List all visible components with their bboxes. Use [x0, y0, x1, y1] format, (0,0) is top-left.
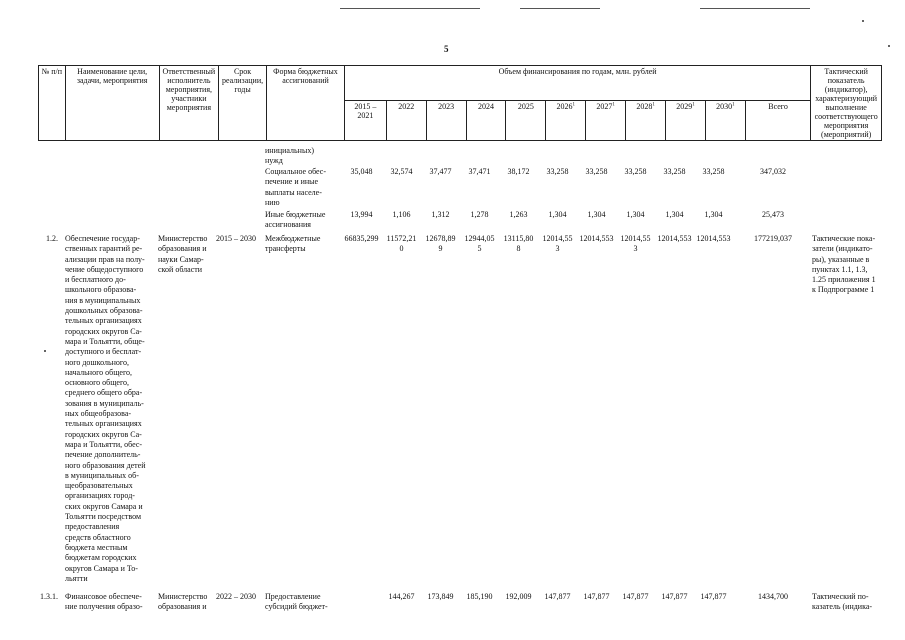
value-cell: 33,258	[624, 167, 647, 176]
scan-dot	[888, 45, 890, 47]
row-responsible: Министерство образования и науки Самар- ской области	[158, 234, 208, 274]
row-term: 2015 – 2030	[216, 234, 256, 243]
value-cell: 13115,80 8	[503, 234, 534, 253]
value-cell: 1,263	[509, 210, 528, 219]
header-year: 2028$^1$	[626, 101, 666, 141]
header-tactical: Тактический показатель (индикатор), характеризующий выполнение соответствующего мероприятия (мероприятий)	[811, 66, 882, 141]
row-name: Финансовое обеспече- ние получения образо-	[65, 592, 143, 612]
header-term: Срок реализации, годы	[219, 66, 267, 141]
header-year: 2023	[426, 101, 466, 141]
row-form: Иные бюджетные ассигнования	[265, 210, 326, 230]
header-num: № п/п	[39, 66, 66, 141]
value-cell: 12014,55 3	[620, 234, 651, 253]
value-cell: 1,312	[431, 210, 450, 219]
value-cell: 12014,553	[657, 234, 692, 243]
scan-line	[520, 8, 600, 9]
header-volume: Объем финансирования по годам, млн. рублей	[344, 66, 810, 101]
row-form: инициальных) нужд	[265, 146, 314, 166]
value-cell: 1,304	[665, 210, 684, 219]
value-cell: 1,304	[704, 210, 723, 219]
value-cell: 185,190	[466, 592, 493, 601]
value-cell: 33,258	[585, 167, 608, 176]
header-year: 2027$^1$	[586, 101, 626, 141]
row-name: Обеспечение государ- ственных гарантий ре- ализации прав на полу- чение общедоступного и бесплатного до- школьного образова- ния в муниципальных дошкольных образова- тельных организациях городских округов Са- мара и Тольятти, обще- доступного и бесплат- ного дошкольного, начального общего, основного общего, среднего общего обра- зования в муниципаль- ных общеобразова- тельных организациях городских округов Са- мара и Тольятти, обес- печение дополнитель- ного образования детей в муниципальных об- щеобразовательных организациях город- ских округов Самара и Тольятти посредством предоставления средств областного бюджета местным бюджетам городских округов Самара и То- льятти	[65, 234, 146, 583]
value-cell: 147,877	[583, 592, 610, 601]
header-form: Форма бюджетных ассигнований	[267, 66, 345, 141]
value-cell: 1,304	[548, 210, 567, 219]
value-cell: 12944,05 5	[464, 234, 495, 253]
value-cell: 147,877	[661, 592, 688, 601]
row-form: Предоставление субсидий бюджет-	[265, 592, 328, 612]
row-num: 1.3.1.	[40, 592, 58, 601]
value-cell: 1,304	[626, 210, 645, 219]
value-cell: 1,278	[470, 210, 489, 219]
header-year: 2030$^1$	[705, 101, 745, 141]
value-cell: 147,877	[700, 592, 727, 601]
scan-line	[700, 8, 810, 9]
value-cell: 12014,553	[579, 234, 614, 243]
header-year: 2015 – 2021	[344, 101, 386, 141]
row-responsible: Министерство образования и	[158, 592, 208, 612]
value-cell: 38,172	[507, 167, 530, 176]
value-cell: 33,258	[546, 167, 569, 176]
header-responsible: Ответственный исполнитель мероприятия, участники мероприятия	[159, 66, 218, 141]
row-num: 1.2.	[46, 234, 58, 243]
row-form: Межбюджетные трансферты	[265, 234, 321, 254]
total-cell: 25,473	[762, 210, 784, 219]
scan-dot	[44, 350, 46, 352]
value-cell: 37,471	[468, 167, 491, 176]
value-cell: 1,304	[587, 210, 606, 219]
value-cell: 37,477	[429, 167, 452, 176]
value-cell: 12014,553	[696, 234, 731, 243]
row-term: 2022 – 2030	[216, 592, 256, 601]
value-cell: 32,574	[390, 167, 413, 176]
table-header	[38, 65, 882, 141]
row-form: Социальное обес- печение и иные выплаты населе- нию	[265, 167, 327, 207]
header-year: 2026$^1$	[546, 101, 586, 141]
scan-dot	[862, 20, 864, 22]
header-year: 2025	[506, 101, 546, 141]
value-cell: 33,258	[702, 167, 725, 176]
header-name: Наименование цели, задачи, мероприятия	[65, 66, 159, 141]
value-cell: 12678,89 9	[425, 234, 456, 253]
total-cell: 347,032	[760, 167, 786, 176]
value-cell: 35,048	[350, 167, 373, 176]
header-year: 2029$^1$	[666, 101, 706, 141]
value-cell: 147,877	[622, 592, 649, 601]
value-cell: 33,258	[663, 167, 686, 176]
header-year: 2022	[386, 101, 426, 141]
value-cell: 13,994	[350, 210, 373, 219]
value-cell: 147,877	[544, 592, 571, 601]
header-year: 2024	[466, 101, 506, 141]
value-cell: 12014,55 3	[542, 234, 573, 253]
value-cell: 173,849	[427, 592, 454, 601]
row-tactical: Тактический по- казатель (индика-	[812, 592, 873, 612]
value-cell: 66835,299	[344, 234, 379, 243]
scan-line	[340, 8, 480, 9]
value-cell: 1,106	[392, 210, 411, 219]
page-number: 5	[444, 44, 449, 54]
header-total: Всего	[745, 101, 811, 141]
total-cell: 1434,700	[758, 592, 788, 601]
total-cell: 177219,037	[754, 234, 792, 243]
value-cell: 11572,21 0	[386, 234, 417, 253]
value-cell: 192,009	[505, 592, 532, 601]
row-tactical: Тактические пока- затели (индикато- ры), указанные в пунктах 1.1, 1.3, 1.25 приложения 1 к Подпрограмме 1	[812, 234, 876, 295]
value-cell: 144,267	[388, 592, 415, 601]
